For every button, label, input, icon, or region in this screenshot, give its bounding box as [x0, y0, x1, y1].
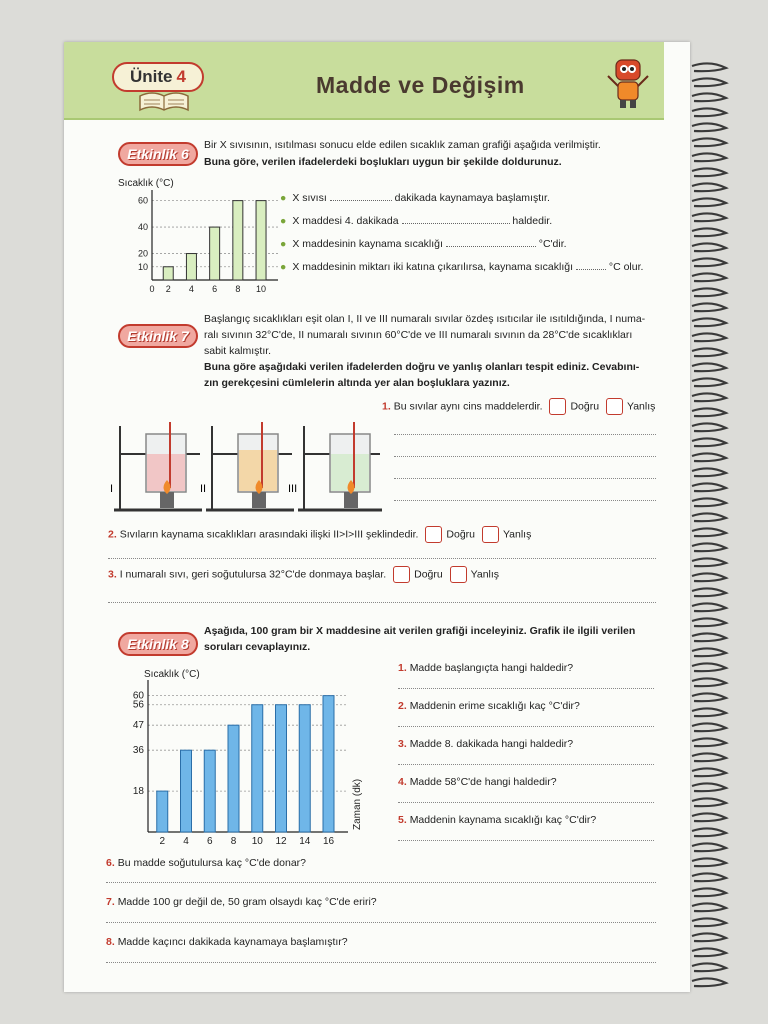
bar-2: [163, 267, 173, 280]
spiral-rings: [690, 60, 730, 990]
beaker-setup-3: [288, 422, 382, 510]
x-tick-8: 8: [235, 284, 241, 294]
spiral-ring: [692, 753, 726, 761]
q1-answer-line-1[interactable]: [394, 434, 656, 435]
bar-6: [210, 227, 220, 280]
q2-false-checkbox[interactable]: [482, 526, 499, 543]
q1-answer-line-2[interactable]: [394, 456, 656, 457]
activity-6-item-2: ● X maddesi 4. dakikada haldedir.: [280, 215, 553, 227]
y-tick-10: 10: [137, 261, 148, 272]
spiral-ring: [692, 348, 726, 356]
x-tick-6: 6: [212, 284, 218, 294]
spiral-ring: [692, 798, 726, 806]
spiral-ring: [692, 168, 726, 176]
bar-14: [299, 705, 310, 832]
spiral-ring: [692, 768, 726, 776]
beaker-label-3: III: [288, 483, 298, 495]
x-tick-0: 0: [149, 284, 155, 294]
robot-mascot-icon: [604, 54, 652, 110]
y-axis-title: Sıcaklık (°C): [144, 669, 200, 680]
activity-7-question-2: 2. Sıvıların kaynama sıcaklıkları arasındaki ilişki II>I>III şeklindedir. Doğru Yanlış: [108, 526, 531, 543]
a8-q8-answer-line[interactable]: [106, 962, 656, 963]
spiral-ring: [692, 948, 726, 956]
x-axis-title: Zaman (dk): [352, 778, 363, 830]
activity-6-intro: Bir X sıvısının, ısıtılması sonucu elde edilen sıcaklık zaman grafiği aşağıda verilmiştir.: [204, 139, 601, 151]
y-tick-56: 56: [132, 699, 144, 711]
spiral-ring: [692, 483, 726, 491]
spiral-ring: [692, 573, 726, 581]
spiral-ring: [692, 933, 726, 941]
spiral-ring: [692, 273, 726, 281]
y-tick-60: 60: [132, 690, 144, 702]
y-tick-36: 36: [132, 745, 144, 757]
q1-true-label: Doğru: [570, 400, 600, 413]
activity-6-item-1: ● X sıvısı dakikada kaynamaya başlamıştır.: [280, 192, 550, 204]
activity-8-question-3: 3. Madde 8. dakikada hangi haldedir?: [398, 738, 574, 750]
spiral-ring: [692, 813, 726, 821]
q2-true-label: Doğru: [446, 528, 476, 541]
activity-6-item-3: ● X maddesinin kaynama sıcaklığı °C'dir.: [280, 238, 567, 250]
spiral-ring: [692, 723, 726, 731]
spiral-ring: [692, 393, 726, 401]
y-tick-40: 40: [137, 222, 148, 233]
y-tick-60: 60: [137, 195, 148, 206]
spiral-ring: [692, 858, 726, 866]
x-tick-10: 10: [256, 284, 267, 294]
activity-8-question-8: 8. Madde kaçıncı dakikada kaynamaya başlamıştır?: [106, 936, 348, 948]
spiral-ring: [692, 918, 726, 926]
spiral-ring: [692, 783, 726, 791]
bar-6: [204, 750, 215, 832]
spiral-ring: [692, 288, 726, 296]
spiral-ring: [692, 663, 726, 671]
spiral-ring: [692, 528, 726, 536]
unit-label: Ünite: [130, 67, 173, 86]
q1-answer-line-3[interactable]: [394, 478, 656, 479]
bar-2: [157, 791, 168, 832]
spiral-ring: [692, 228, 726, 236]
q3-true-checkbox[interactable]: [393, 566, 410, 583]
beaker-label-2: II: [200, 483, 207, 495]
q3-answer-line[interactable]: [108, 602, 656, 603]
spiral-ring: [692, 618, 726, 626]
activity-6-item-4: ● X maddesinin miktarı iki katına çıkarılırsa, kaynama sıcaklığı °C olur.: [280, 261, 644, 273]
activity-6-badge: Etkinlik 6: [118, 142, 198, 166]
spiral-ring: [692, 678, 726, 686]
q2-answer-line[interactable]: [108, 558, 656, 559]
q3-false-label: Yanlış: [470, 568, 500, 581]
bar-10: [256, 201, 266, 280]
q2-false-label: Yanlış: [502, 528, 532, 541]
spiral-ring: [692, 243, 726, 251]
spiral-ring: [692, 363, 726, 371]
q1-false-label: Yanlış: [626, 400, 656, 413]
a8-q6-answer-line[interactable]: [106, 882, 656, 883]
activity-8-intro-2: soruları cevaplayınız.: [204, 641, 311, 653]
q3-false-checkbox[interactable]: [450, 566, 467, 583]
x-tick-6: 6: [206, 836, 213, 847]
spiral-ring: [692, 108, 726, 116]
spiral-ring: [692, 633, 726, 641]
activity-8-question-1: 1. Madde başlangıçta hangi haldedir?: [398, 662, 574, 674]
bar-12: [276, 705, 287, 832]
activity-7-question-1: 1. Bu sıvılar aynı cins maddelerdir. Doğru Yanlış: [382, 398, 655, 415]
activity-7-text-2: ralı sıvının 32°C'de, II numaralı sıvının 60°C'de ve III numaralı sıvının da 28°C'de sıcaklıkları: [204, 329, 633, 341]
spiral-ring: [692, 693, 726, 701]
a8-q7-answer-line[interactable]: [106, 922, 656, 923]
spiral-ring: [692, 63, 726, 71]
bar-10: [252, 705, 263, 832]
spiral-ring: [692, 588, 726, 596]
spiral-ring: [692, 423, 726, 431]
spiral-ring: [692, 333, 726, 341]
x-tick-2: 2: [159, 836, 166, 847]
spiral-ring: [692, 213, 726, 221]
chart-activity-8: [104, 666, 364, 854]
y-tick-20: 20: [137, 248, 148, 259]
bar-4: [186, 254, 196, 280]
bar-16: [323, 696, 334, 832]
spiral-ring: [692, 93, 726, 101]
activity-8-question-7: 7. Madde 100 gr değil de, 50 gram olsaydı kaç °C'de eriri?: [106, 896, 377, 908]
a8-q5-answer-line[interactable]: [398, 840, 654, 841]
x-tick-14: 14: [299, 836, 311, 847]
spiral-ring: [692, 738, 726, 746]
x-tick-4: 4: [183, 836, 189, 847]
spiral-ring: [692, 438, 726, 446]
spiral-binding: [690, 60, 730, 990]
spiral-ring: [692, 513, 726, 521]
activity-7-instruction-2: zın gerekçesini cümlelerin altında yer alan boşluklara yazınız.: [204, 377, 510, 389]
spiral-ring: [692, 138, 726, 146]
q1-false-checkbox[interactable]: [606, 398, 623, 415]
spiral-ring: [692, 843, 726, 851]
x-tick-4: 4: [188, 284, 194, 294]
open-book-icon: [138, 90, 190, 112]
bar-8: [233, 201, 243, 280]
y-axis-title: Sıcaklık (°C): [118, 178, 174, 189]
activity-8-badge: Etkinlik 8: [118, 632, 198, 656]
spiral-ring: [692, 468, 726, 476]
activity-8-question-6: 6. Bu madde soğutulursa kaç °C'de donar?: [106, 857, 307, 869]
page-title: Madde ve Değişim: [316, 72, 525, 98]
q3-true-label: Doğru: [414, 568, 443, 581]
x-tick-10: 10: [251, 836, 263, 847]
spiral-ring: [692, 543, 726, 551]
spiral-ring: [692, 78, 726, 86]
x-tick-8: 8: [230, 836, 237, 847]
spiral-ring: [692, 873, 726, 881]
spiral-ring: [692, 258, 726, 266]
a8-q3-answer-line[interactable]: [398, 764, 654, 765]
spiral-ring: [692, 963, 726, 971]
spiral-ring: [692, 318, 726, 326]
beaker-setup-1: [110, 422, 202, 510]
spiral-ring: [692, 828, 726, 836]
a8-q4-answer-line[interactable]: [398, 802, 654, 803]
spiral-ring: [692, 153, 726, 161]
activity-7-text-1: Başlangıç sıcaklıkları eşit olan I, II ve III numaralı sıvılar özdeş ısıtıcılar ile ısıtıldığında, I numa-: [204, 313, 646, 325]
spiral-ring: [692, 558, 726, 566]
q2-true-checkbox[interactable]: [425, 526, 442, 543]
unit-header: [64, 42, 664, 120]
workbook-page: [64, 42, 690, 992]
spiral-ring: [692, 498, 726, 506]
activity-8-intro-1: Aşağıda, 100 gram bir X maddesine ait verilen grafiği inceleyiniz. Grafik ile ilgili verilen: [204, 625, 636, 637]
y-tick-18: 18: [132, 786, 144, 798]
spiral-ring: [692, 183, 726, 191]
q1-true-checkbox[interactable]: [549, 398, 566, 415]
spiral-ring: [692, 648, 726, 656]
activity-8-question-5: 5. Maddenin kaynama sıcaklığı kaç °C'dir?: [398, 814, 597, 826]
spiral-ring: [692, 708, 726, 716]
bar-8: [228, 725, 239, 832]
x-tick-16: 16: [322, 836, 335, 847]
bar-4: [181, 750, 192, 832]
activity-7-text-3: sabit kalmıştır.: [204, 345, 272, 357]
activity-6-instruction: Buna göre, verilen ifadelerdeki boşlukları uygun bir şekilde doldurunuz.: [204, 156, 562, 168]
x-tick-2: 2: [165, 284, 171, 294]
a8-q1-answer-line[interactable]: [398, 688, 654, 689]
beaker-label-1: I: [110, 483, 114, 495]
activity-7-instruction-1: Buna göre aşağıdaki verilen ifadelerden doğru ve yanlış olanları tespit ediniz. Cevabını-: [204, 361, 640, 373]
spiral-ring: [692, 408, 726, 416]
activity-8-question-4: 4. Madde 58°C'de hangi haldedir?: [398, 776, 557, 788]
x-tick-12: 12: [275, 836, 287, 847]
y-tick-47: 47: [132, 720, 144, 732]
spiral-ring: [692, 978, 726, 986]
spiral-ring: [692, 303, 726, 311]
spiral-ring: [692, 378, 726, 386]
spiral-ring: [692, 603, 726, 611]
spiral-ring: [692, 198, 726, 206]
spiral-ring: [692, 888, 726, 896]
lab-setups-illustration: [110, 414, 382, 514]
unit-badge: [112, 62, 204, 92]
a8-q2-answer-line[interactable]: [398, 726, 654, 727]
activity-7-badge: Etkinlik 7: [118, 324, 198, 348]
spiral-ring: [692, 453, 726, 461]
activity-7-question-3: 3. I numaralı sıvı, geri soğutulursa 32°C'de donmaya başlar. Doğru Yanlış: [108, 566, 499, 583]
unit-number: 4: [176, 67, 186, 86]
q1-answer-line-4[interactable]: [394, 500, 656, 501]
activity-8-question-2: 2. Maddenin erime sıcaklığı kaç °C'dir?: [398, 700, 580, 712]
chart-activity-6: [108, 176, 278, 296]
spiral-ring: [692, 903, 726, 911]
spiral-ring: [692, 123, 726, 131]
beaker-setup-2: [200, 422, 294, 510]
